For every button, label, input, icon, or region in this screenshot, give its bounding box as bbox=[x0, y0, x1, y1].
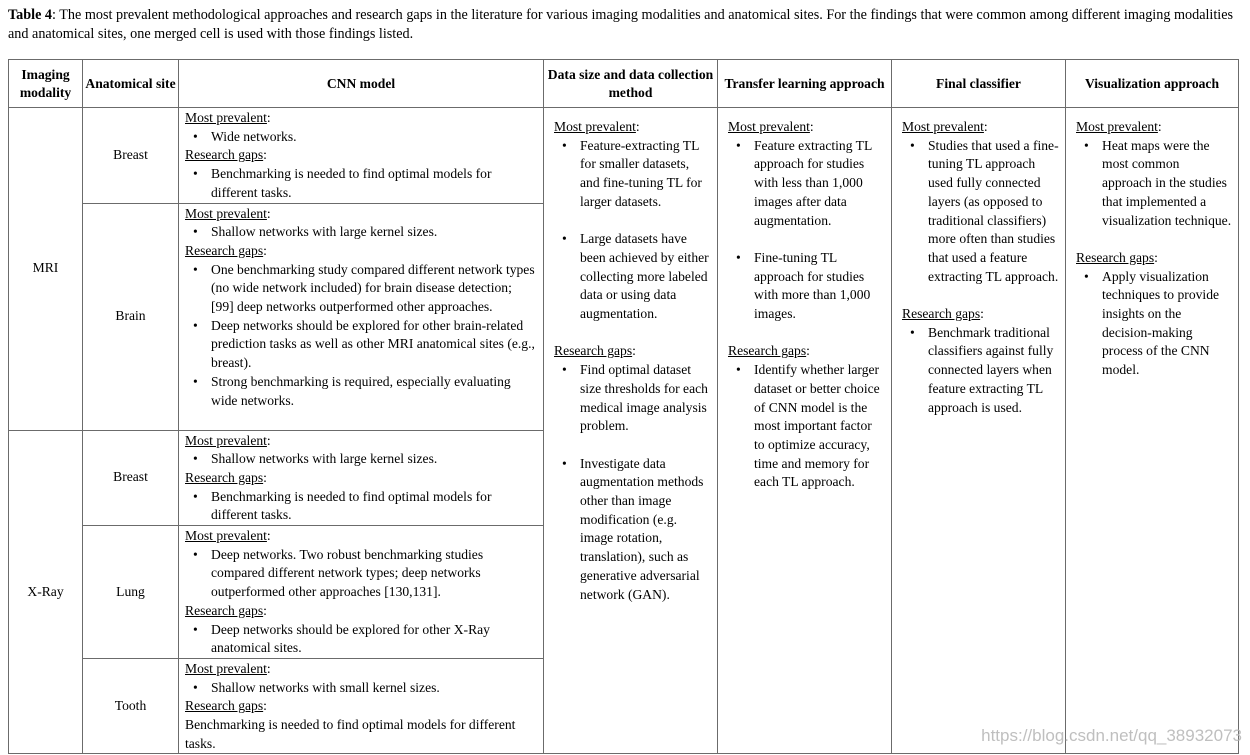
bullet-item: • Identify whether larger dataset or better choice of CNN model is the most important factor to optimize accuracy, time and memory for each TL approach. bbox=[754, 361, 885, 492]
cell-content bbox=[179, 204, 543, 411]
cell-content bbox=[179, 526, 543, 658]
section-heading-text: Research gaps bbox=[185, 698, 264, 714]
section-heading-text: Research gaps bbox=[185, 242, 264, 258]
cell-content bbox=[892, 108, 1065, 417]
section-heading: Research gaps: bbox=[185, 147, 267, 163]
bullet-list bbox=[554, 361, 711, 604]
section-heading-text: Research gaps bbox=[554, 343, 633, 359]
bullet-list bbox=[185, 223, 537, 242]
section-heading: Most prevalent: bbox=[1076, 119, 1162, 134]
data-size-cell bbox=[544, 108, 718, 754]
cnn-cell bbox=[179, 203, 544, 430]
cnn-cell bbox=[179, 430, 544, 526]
section-heading-text: Research gaps bbox=[185, 602, 264, 618]
section-heading-text: Most prevalent bbox=[728, 119, 810, 134]
section-heading: Research gaps: bbox=[554, 343, 636, 359]
site-cell: Lung bbox=[83, 526, 179, 659]
section-heading: Most prevalent: bbox=[185, 110, 271, 125]
section-heading-text: Research gaps bbox=[1076, 249, 1155, 265]
section-heading-text: Research gaps bbox=[185, 469, 264, 485]
bullet-list bbox=[1076, 137, 1232, 231]
cell-content bbox=[544, 108, 717, 604]
section-heading-text: Most prevalent bbox=[1076, 119, 1158, 134]
header-anatomical-site: Anatomical site bbox=[83, 60, 179, 108]
bullet-list bbox=[185, 261, 537, 411]
section-heading-text: Most prevalent bbox=[554, 119, 636, 134]
bullet-item: • Heat maps were the most common approach in the studies that implemented a visualization technique. bbox=[1102, 137, 1232, 231]
bullet-item: • Wide networks. bbox=[211, 128, 537, 147]
header-imaging-modality: Imaging modality bbox=[9, 60, 83, 108]
site-cell: Brain bbox=[83, 203, 179, 430]
bullet-item: • Feature-extracting TL for smaller datasets, and fine-tuning TL for larger datasets. bbox=[580, 137, 711, 212]
visualization-cell bbox=[1066, 108, 1239, 754]
header-final-classifier: Final classifier bbox=[892, 60, 1066, 108]
section-heading-text: Research gaps bbox=[185, 147, 264, 163]
bullet-item: • Find optimal dataset size thresholds for each medical image analysis problem. bbox=[580, 361, 711, 436]
bullet-item: • Shallow networks with large kernel sizes. bbox=[211, 223, 537, 242]
watermark: https://blog.csdn.net/qq_38932073 bbox=[981, 726, 1242, 745]
bullet-item: • Apply visualization techniques to provide insights on the decision-making process of the CNN model. bbox=[1102, 268, 1232, 380]
cnn-cell bbox=[179, 108, 544, 204]
bullet-list bbox=[554, 137, 711, 324]
bullet-item: • Benchmarking is needed to find optimal models for different tasks. bbox=[211, 488, 537, 525]
section-heading: Research gaps: bbox=[185, 242, 267, 258]
site-cell: Tooth bbox=[83, 658, 179, 754]
section-heading: Most prevalent: bbox=[185, 660, 271, 676]
bullet-list bbox=[902, 324, 1059, 418]
section-heading-text: Most prevalent bbox=[185, 110, 267, 125]
header-cnn-model: CNN model bbox=[179, 60, 544, 108]
bullet-list bbox=[185, 621, 537, 658]
bullet-item: • Deep networks should be explored for other brain-related prediction tasks as well as other MRI anatomical sites (e.g., breast). bbox=[211, 317, 537, 373]
table-row bbox=[9, 108, 1239, 204]
bullet-item: • Deep networks should be explored for other X-Ray anatomical sites. bbox=[211, 621, 537, 658]
section-heading: Research gaps: bbox=[185, 469, 267, 485]
header-row bbox=[9, 60, 1239, 108]
section-heading: Research gaps: bbox=[185, 698, 267, 714]
findings-table bbox=[8, 59, 1239, 754]
section-heading-text: Most prevalent bbox=[185, 205, 267, 221]
bullet-item: • Benchmark traditional classifiers against fully connected layers when feature extracting TL approach is used. bbox=[928, 324, 1059, 418]
cell-content bbox=[179, 108, 543, 203]
bullet-item: • Shallow networks with large kernel sizes. bbox=[211, 450, 537, 469]
transfer-learning-cell bbox=[718, 108, 892, 754]
section-heading-text: Most prevalent bbox=[185, 528, 267, 544]
bullet-item: • Deep networks. Two robust benchmarking studies compared different network types; deep networks outperformed other approaches [130,131]. bbox=[211, 546, 537, 602]
section-heading: Most prevalent: bbox=[728, 119, 814, 134]
modality-cell: X-Ray bbox=[9, 430, 83, 754]
section-heading: Research gaps: bbox=[1076, 249, 1158, 265]
header-data-size: Data size and data collection method bbox=[544, 60, 718, 108]
bullet-list bbox=[185, 679, 537, 698]
bullet-list bbox=[185, 128, 537, 147]
section-heading: Most prevalent: bbox=[185, 528, 271, 544]
bullet-list bbox=[185, 546, 537, 602]
section-heading-text: Most prevalent bbox=[185, 432, 267, 448]
header-transfer-learning: Transfer learning approach bbox=[718, 60, 892, 108]
bullet-item: • Strong benchmarking is required, especially evaluating wide networks. bbox=[211, 373, 537, 410]
bullet-item: • Fine-tuning TL approach for studies with more than 1,000 images. bbox=[754, 249, 885, 324]
modality-cell: MRI bbox=[9, 108, 83, 431]
bullet-item: • Benchmarking is needed to find optimal models for different tasks. bbox=[211, 165, 537, 202]
section-heading: Research gaps: bbox=[185, 602, 267, 618]
bullet-list bbox=[185, 488, 537, 525]
bullet-list bbox=[728, 137, 885, 324]
cell-content bbox=[179, 659, 543, 754]
bullet-item: • Feature extracting TL approach for studies with less than 1,000 images after data augmentation. bbox=[754, 137, 885, 231]
bullet-list bbox=[728, 361, 885, 492]
cell-content bbox=[179, 431, 543, 526]
section-heading-text: Research gaps bbox=[902, 306, 981, 322]
section-heading: Most prevalent: bbox=[554, 119, 640, 134]
bullet-list bbox=[185, 450, 537, 469]
cell-content bbox=[718, 108, 891, 492]
bullet-list bbox=[902, 137, 1059, 287]
cnn-cell bbox=[179, 658, 544, 754]
bullet-list bbox=[185, 165, 537, 202]
site-cell: Breast bbox=[83, 108, 179, 204]
bullet-item: • Shallow networks with small kernel sizes. bbox=[211, 679, 537, 698]
section-heading-text: Research gaps bbox=[728, 343, 807, 359]
section-heading: Most prevalent: bbox=[185, 205, 271, 221]
header-visualization: Visualization approach bbox=[1066, 60, 1239, 108]
section-heading: Research gaps: bbox=[902, 306, 984, 322]
bullet-item: • Large datasets have been achieved by either collecting more labeled data or using data augmentation. bbox=[580, 230, 711, 324]
table-caption bbox=[8, 6, 1243, 44]
section-heading: Most prevalent: bbox=[185, 432, 271, 448]
caption-text: : The most prevalent methodological approaches and research gaps in the literature for various imaging modalities and anatomical sites. For the findings that were common among different imaging modalities and anatomical sites, one merged cell is used with those findings listed. bbox=[8, 7, 1234, 42]
site-cell: Breast bbox=[83, 430, 179, 526]
final-classifier-cell bbox=[892, 108, 1066, 754]
bullet-item: • Studies that used a fine-tuning TL approach used fully connected layers (as opposed to traditional classifiers) more often than studies that used a feature extracting TL approach. bbox=[928, 137, 1059, 287]
bullet-list bbox=[1076, 268, 1232, 380]
cnn-cell bbox=[179, 526, 544, 659]
bullet-item: • Investigate data augmentation methods other than image modification (e.g. image rotation, translation), such as generative adversarial network (GAN). bbox=[580, 455, 711, 605]
section-heading-text: Most prevalent bbox=[185, 660, 267, 676]
plain-text: Benchmarking is needed to find optimal models for different tasks. bbox=[185, 717, 516, 751]
section-heading-text: Most prevalent bbox=[902, 119, 984, 134]
section-heading: Research gaps: bbox=[728, 343, 810, 359]
cell-content bbox=[1066, 108, 1238, 380]
caption-label: Table 4 bbox=[8, 7, 53, 23]
section-heading: Most prevalent: bbox=[902, 119, 988, 134]
bullet-item: • One benchmarking study compared different network types (no wide network included) for brain disease detection; [99] deep networks outperformed other approaches. bbox=[211, 261, 537, 317]
